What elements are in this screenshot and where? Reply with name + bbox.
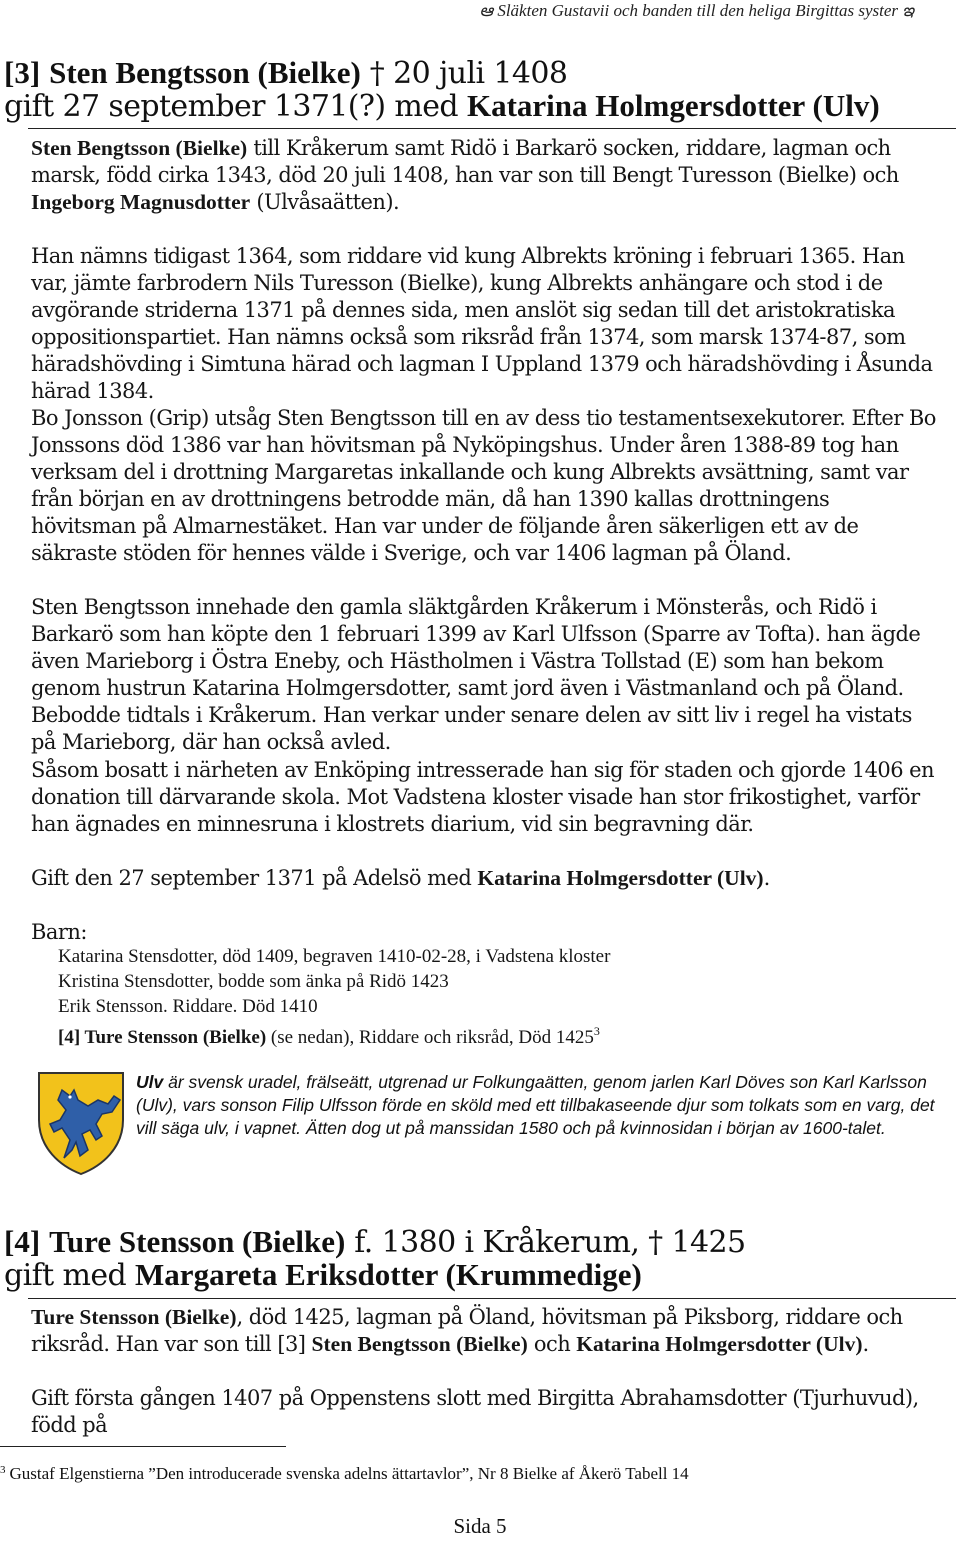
ulv-text: är svensk uradel, frälseätt, utgrenad ur Folkungaätten, genom jarlen Karl Döves son Karl Karlsson (Ulv), vars sonson Filip Ulfsson förde en sköld med ett tillbakaseende djur som tolkats som en varg, det vill säga ulv, i vapnet. Ätten dog ut på manssidan 1580 och på kvinnosidan i början av 1600-talet.	[136, 1072, 935, 1138]
marriage-paragraph	[31, 865, 936, 892]
child-item: Kristina Stensdotter, bodde som änka på Ridö 1423	[58, 971, 449, 992]
subject-name: Sten Bengtsson (Bielke)	[31, 136, 248, 160]
heading-spouse: Katarina Holmgersdotter (Ulv)	[466, 88, 880, 123]
heading-spouse: Margareta Eriksdotter (Krummedige)	[135, 1257, 642, 1292]
marriage-paragraph-4: Gift första gången 1407 på Oppenstens slott med Birgitta Abrahamsdotter (Tjurhuvud), född på	[31, 1386, 919, 1437]
service-paragraph: Bo Jonsson (Grip) utsåg Sten Bengtsson till en av dess tio testamentsexekutorer. Efter Bo Jonssons död 1386 var han hövitsman på Nyköpingshus. Under åren 1388-89 tog han verksam del i drottning Margaretas inkallande och kung Albrekts avsättning, samt var från början en av drottningens betrodde män, då han 1390 kallas drottningens hövitsman på Almarnestäket. Han var under de följande åren säkerligen ett av de säkraste stöden för hennes välde i Sverige, och var 1406 lagman på Öland.	[31, 406, 936, 565]
intro-paragraph-4	[31, 1304, 936, 1358]
intro-text: till Kråkerum samt Ridö i Barkarö socken, riddare, lagman och marsk, född cirka 1343, död 20 juli 1408, han var son till Bengt Turesson (Bielke) och	[31, 136, 899, 187]
child-item: Katarina Stensdotter, död 1409, begraven 1410-02-28, i Vadstena kloster	[58, 946, 611, 967]
heading-num: [3]	[4, 55, 41, 90]
child-link: [4] Ture Stensson (Bielke)	[58, 1027, 267, 1048]
section-heading-3	[4, 56, 567, 91]
page-number: Sida 5	[453, 1514, 507, 1538]
child-item	[58, 1019, 610, 1050]
intro-text-end: (Ulvåsaätten).	[250, 190, 400, 214]
footnote-text: Gustaf Elgenstierna ”Den introducerade svenska adelns ättartavlor”, Nr 8 Bielke af Åkerö Tabell 14	[9, 1464, 689, 1483]
heading-marriage-prefix: gift 27 september 1371(?) med	[4, 89, 467, 124]
section-heading-4-marriage	[4, 1258, 642, 1293]
footnote-number: 3	[0, 1464, 6, 1476]
ulv-coat-of-arms-icon	[36, 1070, 126, 1176]
heading-marriage-prefix: gift med	[4, 1258, 136, 1293]
section-heading-3-marriage	[4, 89, 880, 124]
mother-name: Ingeborg Magnusdotter	[31, 190, 251, 214]
heading-dates: f. 1380 i Kråkerum, † 1425	[345, 1225, 746, 1260]
conjunction: och	[527, 1332, 577, 1356]
heading-rule	[28, 1298, 956, 1299]
footnote	[0, 1459, 689, 1485]
children-list	[58, 944, 610, 1050]
ulv-term: Ulv	[136, 1072, 164, 1092]
father-name: Sten Bengtsson (Bielke)	[311, 1332, 528, 1356]
intro-text: , död 1425, lagman på Öland, hövitsman på Piksborg, riddare och riksråd. Han var son till [3]	[31, 1305, 903, 1356]
estates-paragraph: Sten Bengtsson innehade den gamla släktgården Kråkerum i Mönsterås, och Ridö i Barkarö som han köpte den 1 februari 1399 av Karl Ulfsson (Sparre av Tofta). han ägde även Marieborg i Östra Eneby, och Hästholmen i Västra Tollstad (E) som han bekom genom hustrun Katarina Holmgersdotter, samt jord även i Västmanland och på Öland. Bebodde tidtals i Kråkerum. Han verkar under senare delen av sitt liv i regel ha vistats på Marieborg, där han också avled.	[31, 595, 921, 754]
mother-name: Katarina Holmgersdotter (Ulv)	[576, 1332, 863, 1356]
heading-name: Sten Bengtsson (Bielke)	[49, 55, 361, 90]
intro-end: .	[862, 1332, 869, 1356]
subject-name: Ture Stensson (Bielke)	[31, 1305, 237, 1329]
ulv-note	[136, 1071, 936, 1140]
child-item: Erik Stensson. Riddare. Död 1410	[58, 996, 318, 1017]
career-paragraph: Han nämns tidigast 1364, som riddare vid kung Albrekts kröning i februari 1365. Han var, jämte farbrodern Nils Turesson (Bielke), kung Albrekts anhängare och stod i de avgörande striderna 1371 på dennes sida, men anslöt sig sedan till det aristokratiska oppositionspartiet. Han nämns också som riksråd från 1374, som marsk 1374-87, som häradshövding i Simtuna härad och lagman I Uppland 1379 och häradshövding i Åsunda härad 1384.	[31, 244, 933, 403]
footnote-rule	[0, 1446, 286, 1447]
heading-num: [4]	[4, 1224, 41, 1259]
child-desc: (se nedan), Riddare och riksråd, Död 1425	[266, 1027, 594, 1048]
heading-rule	[28, 128, 956, 129]
footnote-ref[interactable]: 3	[593, 1024, 600, 1038]
intro-paragraph	[31, 135, 936, 216]
section-heading-4	[4, 1225, 745, 1260]
marriage-end: .	[763, 866, 770, 890]
children-label: Barn:	[31, 920, 87, 944]
donation-paragraph: Såsom bosatt i närheten av Enköping intresserade han sig för staden och gjorde 1406 en donation till därvarande skola. Mot Vadstena kloster visade han stor frikostighet, varför han ägnades en minnesruna i klostrets diarium, vid sin begravning där.	[31, 758, 935, 836]
marriage-text: Gift den 27 september 1371 på Adelsö med	[31, 866, 478, 890]
heading-name: Ture Stensson (Bielke)	[49, 1224, 346, 1259]
heading-dates: † 20 juli 1408	[360, 56, 568, 91]
running-header: ఆ Släkten Gustavii och banden till den heliga Birgittas syster ఇ	[479, 1, 914, 20]
marriage-spouse: Katarina Holmgersdotter (Ulv)	[477, 866, 764, 890]
